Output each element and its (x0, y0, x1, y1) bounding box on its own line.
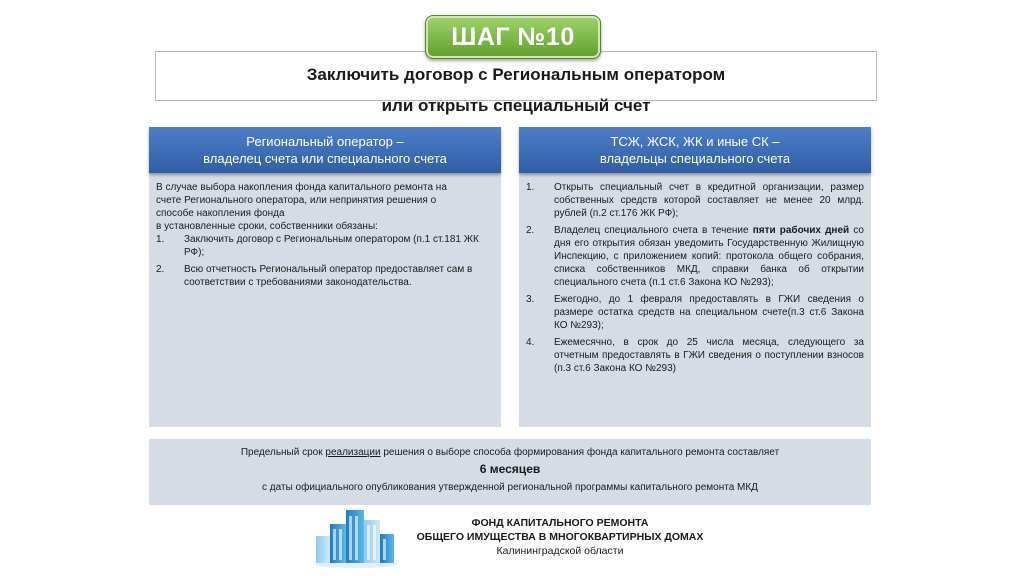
underlined-text: реализации (325, 447, 381, 458)
special-account-panel (519, 127, 871, 427)
list-number: 1. (526, 182, 535, 193)
regional-operator-body (149, 173, 501, 289)
steps-list (526, 181, 864, 375)
list-number: 4. (526, 337, 535, 348)
list-number: 2. (156, 264, 165, 275)
deadline-panel (149, 439, 871, 505)
text-segment: Предельный срок (240, 447, 326, 458)
special-account-header (519, 127, 871, 173)
list-item (526, 181, 864, 220)
list-text (554, 224, 864, 289)
intro-line: В случае выбора накопления фонда капитального ремонта на (156, 182, 447, 193)
list-text: Всю отчетность Региональный оператор предоставляет сам в соответствии с требованиями законодательства. (184, 264, 473, 288)
list-text: Открыть специальный счет в кредитной организации, размер собственных средств которой составляет не менее 20 млрд. рублей (п.2 ст.176 ЖК РФ); (554, 182, 864, 219)
deadline-note: с даты официального опубликования утвержденной региональной программы капитального ремонта МКД (262, 482, 758, 493)
list-item (156, 263, 494, 289)
text-segment: со дня его открытия обязан уведомить Государственную Жилищную Инспекцию, с приложением копий: протокола общего собрания, списка собственников МКД, справки банка об открытии специального счета (п.1 ст.6 Закона КО №293); (554, 225, 864, 288)
list-text: Ежемесячно, в срок до 25 числа месяца, следующего за отчетным предоставлять в ГЖИ сведения о поступлении взносов (п.3 ст.6 Закона КО №293) (554, 337, 864, 374)
regional-operator-panel (149, 127, 501, 427)
step-badge: ШАГ №10 (425, 15, 601, 59)
organization-name (410, 516, 710, 558)
list-item (526, 224, 864, 289)
header-line: владельцы специального счета (599, 151, 791, 166)
special-account-body (519, 173, 871, 375)
bold-text: пяти рабочих дней (752, 225, 850, 236)
intro-line: в установленные сроки, собственники обязаны: (156, 221, 378, 232)
org-region: Калининградской области (496, 545, 624, 557)
page-title: Заключить договор с Региональным оператором (306, 65, 726, 84)
list-item (156, 233, 494, 259)
page-subtitle: или открыть специальный счет (381, 96, 651, 115)
list-number: 2. (526, 225, 535, 236)
list-item (526, 293, 864, 332)
header-line: Региональный оператор – (246, 134, 404, 149)
intro-line: способе накопления фонда (156, 208, 285, 219)
org-line: ФОНД КАПИТАЛЬНОГО РЕМОНТА (471, 517, 649, 529)
org-line: ОБЩЕГО ИМУЩЕСТВА В МНОГОКВАРТИРНЫХ ДОМАХ (416, 531, 704, 543)
intro-line: счете Регионального оператора, или непринятия решения о (156, 195, 437, 206)
regional-operator-header (149, 127, 501, 173)
list-text: Заключить договор с Региональным оператором (п.1 ст.181 ЖК РФ); (184, 234, 479, 258)
list-number: 1. (156, 234, 165, 245)
header-line: ТСЖ, ЖСК, ЖК и иные СК – (610, 134, 780, 149)
text-segment: решения о выборе способа формирования фонда капитального ремонта составляет (380, 447, 780, 458)
list-number: 3. (526, 294, 535, 305)
buildings-logo-icon (308, 506, 408, 570)
deadline-line (149, 446, 871, 459)
text-segment: Владелец специального счета в течение (554, 225, 753, 236)
header-line: владелец счета или специального счета (203, 151, 447, 166)
list-item (526, 336, 864, 375)
obligations-list (156, 233, 494, 289)
list-text: Ежегодно, до 1 февраля предоставлять в ГЖИ сведения о размере остатка средств на специальном счете(п.3 ст.6 Закона КО №293); (554, 294, 864, 331)
deadline-period: 6 месяцев (479, 462, 541, 476)
